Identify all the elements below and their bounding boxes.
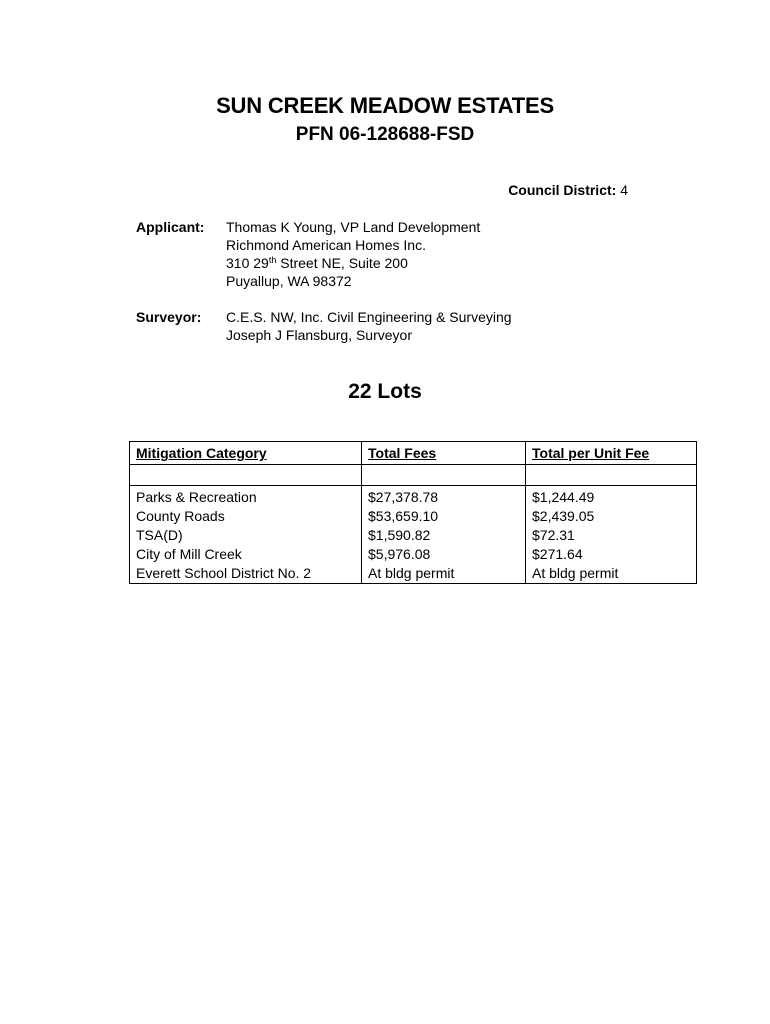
total-fee-cell: $27,378.78 <box>362 486 526 508</box>
unit-fee-cell: At bldg permit <box>526 564 697 584</box>
table-row <box>130 545 697 564</box>
surveyor-label: Surveyor: <box>136 309 202 325</box>
column-header: Total Fees <box>362 442 526 465</box>
table-header-row <box>130 442 697 465</box>
total-fee-cell: $1,590.82 <box>362 526 526 545</box>
surveyor-name: Joseph J Flansburg, Surveyor <box>226 327 412 343</box>
document-title: SUN CREEK MEADOW ESTATES <box>216 93 554 118</box>
category-cell: Parks & Recreation <box>130 486 362 508</box>
table-row <box>130 526 697 545</box>
council-district <box>508 182 628 198</box>
applicant-label: Applicant: <box>136 219 205 235</box>
column-header: Mitigation Category <box>130 442 362 465</box>
table-row <box>130 507 697 526</box>
lots-count: 22 Lots <box>348 380 422 403</box>
table-spacer-row <box>130 465 697 486</box>
pfn-number: PFN 06-128688-FSD <box>295 124 475 145</box>
table-row <box>130 486 697 508</box>
total-fee-cell: $5,976.08 <box>362 545 526 564</box>
column-header: Total per Unit Fee <box>526 442 697 465</box>
ordinal-suffix: th <box>268 255 277 265</box>
applicant-company: Richmond American Homes Inc. <box>226 237 426 253</box>
council-district-value: 4 <box>620 182 628 198</box>
unit-fee-cell: $72.31 <box>526 526 697 545</box>
surveyor-company: C.E.S. NW, Inc. Civil Engineering & Surveying <box>226 309 512 325</box>
total-fee-cell: $53,659.10 <box>362 507 526 526</box>
unit-fee-cell: $1,244.49 <box>526 486 697 508</box>
category-cell: Everett School District No. 2 <box>130 564 362 584</box>
category-cell: City of Mill Creek <box>130 545 362 564</box>
category-cell: TSA(D) <box>130 526 362 545</box>
unit-fee-cell: $2,439.05 <box>526 507 697 526</box>
total-fee-cell: At bldg permit <box>362 564 526 584</box>
mitigation-table <box>129 441 697 584</box>
applicant-city: Puyallup, WA 98372 <box>226 273 352 289</box>
category-cell: County Roads <box>130 507 362 526</box>
applicant-street: 310 29th Street NE, Suite 200 <box>226 255 408 271</box>
applicant-name: Thomas K Young, VP Land Development <box>226 219 481 235</box>
table-row <box>130 564 697 584</box>
unit-fee-cell: $271.64 <box>526 545 697 564</box>
council-district-label: Council District: <box>508 182 617 198</box>
